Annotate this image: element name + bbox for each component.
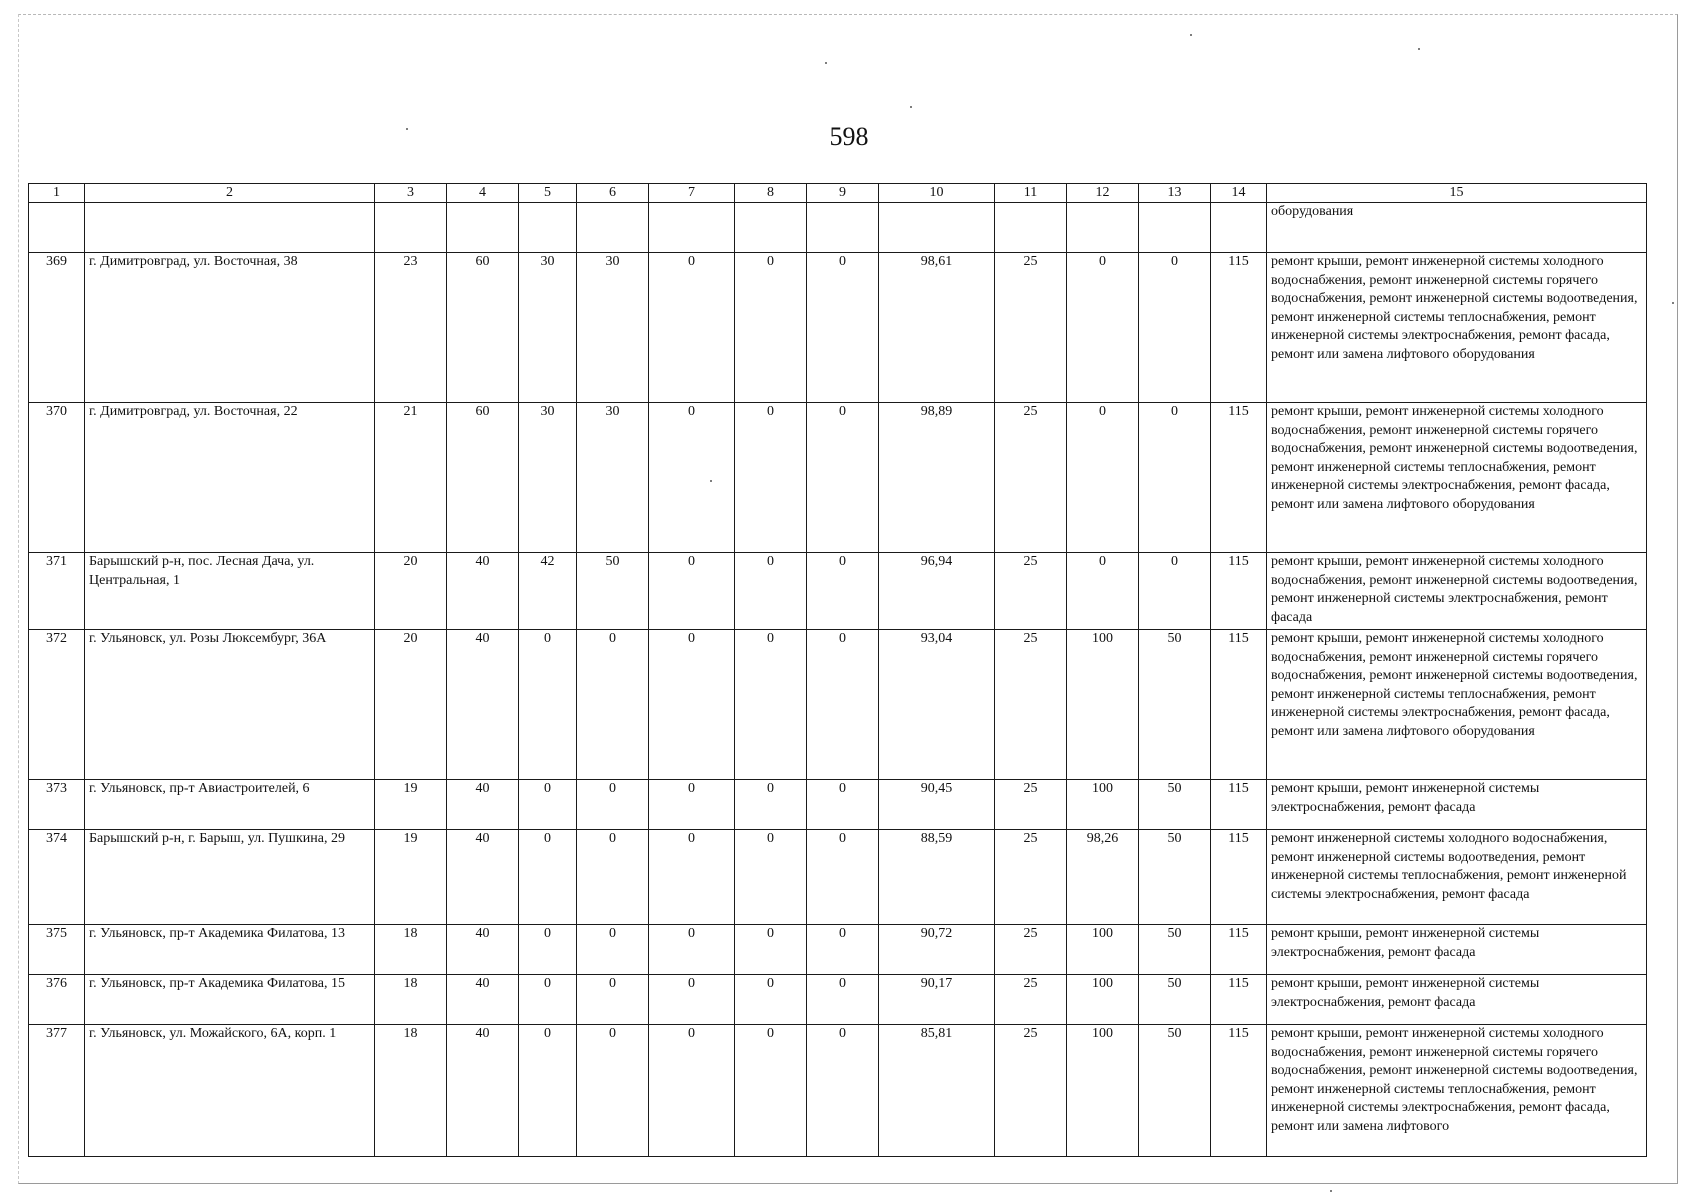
value-cell-7: 0 [649, 780, 735, 830]
value-cell-8: 0 [735, 253, 807, 403]
value-cell-4: 40 [447, 830, 519, 925]
table-row [29, 975, 1647, 1025]
value-cell-9: 0 [807, 925, 879, 975]
table-row [29, 1025, 1647, 1157]
value-cell-13: 0 [1139, 553, 1211, 630]
table-row [29, 553, 1647, 630]
value-cell-14: 115 [1211, 780, 1267, 830]
value-cell-6: 0 [577, 1025, 649, 1157]
table-row [29, 253, 1647, 403]
row-number-cell: 376 [29, 975, 85, 1025]
value-cell-5: 0 [519, 925, 577, 975]
value-cell-14: 115 [1211, 403, 1267, 553]
table-row [29, 925, 1647, 975]
value-cell-7: 0 [649, 553, 735, 630]
repair-program-table [28, 183, 1647, 1157]
table-row [29, 830, 1647, 925]
value-cell-7: 0 [649, 253, 735, 403]
row-number-cell: 371 [29, 553, 85, 630]
column-header: 11 [995, 184, 1067, 203]
value-cell-12: 98,26 [1067, 830, 1139, 925]
value-cell-9: 0 [807, 253, 879, 403]
works-cell: ремонт крыши, ремонт инженерной системы электроснабжения, ремонт фасада [1267, 975, 1647, 1025]
value-cell-8: 0 [735, 925, 807, 975]
value-cell-12: 100 [1067, 780, 1139, 830]
value-cell-7: 0 [649, 1025, 735, 1157]
value-cell-9: 0 [807, 403, 879, 553]
row-number-cell: 372 [29, 630, 85, 780]
value-cell-5: 30 [519, 253, 577, 403]
value-cell-9: 0 [807, 1025, 879, 1157]
value-cell-13: 50 [1139, 975, 1211, 1025]
value-cell-13: 0 [1139, 253, 1211, 403]
works-cell: ремонт крыши, ремонт инженерной системы электроснабжения, ремонт фасада [1267, 780, 1647, 830]
empty-cell [807, 203, 879, 253]
value-cell-13: 50 [1139, 830, 1211, 925]
value-cell-3: 20 [375, 553, 447, 630]
value-cell-4: 40 [447, 975, 519, 1025]
value-cell-13: 50 [1139, 925, 1211, 975]
value-cell-7: 0 [649, 830, 735, 925]
address-cell: г. Димитровград, ул. Восточная, 22 [85, 403, 375, 553]
value-cell-10: 85,81 [879, 1025, 995, 1157]
value-cell-11: 25 [995, 830, 1067, 925]
value-cell-3: 23 [375, 253, 447, 403]
value-cell-5: 0 [519, 830, 577, 925]
value-cell-6: 0 [577, 925, 649, 975]
value-cell-9: 0 [807, 780, 879, 830]
value-cell-5: 0 [519, 975, 577, 1025]
works-cell: ремонт крыши, ремонт инженерной системы холодного водоснабжения, ремонт инженерной системы водоотведения, ремонт инженерной системы электроснабжения, ремонт фасада [1267, 553, 1647, 630]
value-cell-12: 100 [1067, 925, 1139, 975]
value-cell-12: 0 [1067, 553, 1139, 630]
value-cell-8: 0 [735, 553, 807, 630]
scan-speck [910, 106, 912, 108]
value-cell-3: 18 [375, 925, 447, 975]
value-cell-8: 0 [735, 1025, 807, 1157]
value-cell-7: 0 [649, 975, 735, 1025]
column-header: 1 [29, 184, 85, 203]
works-cell: ремонт инженерной системы холодного водоснабжения, ремонт инженерной системы водоотведения, ремонт инженерной системы теплоснабжения, ремонт инженерной системы электроснабжения, ремонт фасада [1267, 830, 1647, 925]
value-cell-11: 25 [995, 975, 1067, 1025]
works-cell: ремонт крыши, ремонт инженерной системы холодного водоснабжения, ремонт инженерной системы горячего водоснабжения, ремонт инженерной системы водоотведения, ремонт инженерной системы теплоснабжения, ремонт инженерной системы электроснабжения, ремонт фасада, ремонт или замена лифтового оборудования [1267, 403, 1647, 553]
scan-speck [1190, 34, 1192, 36]
column-header: 8 [735, 184, 807, 203]
value-cell-5: 30 [519, 403, 577, 553]
table-row [29, 780, 1647, 830]
value-cell-6: 0 [577, 975, 649, 1025]
address-cell: г. Димитровград, ул. Восточная, 38 [85, 253, 375, 403]
row-number-cell: 374 [29, 830, 85, 925]
value-cell-11: 25 [995, 780, 1067, 830]
empty-cell [1067, 203, 1139, 253]
value-cell-11: 25 [995, 253, 1067, 403]
table-row [29, 630, 1647, 780]
value-cell-7: 0 [649, 925, 735, 975]
value-cell-12: 0 [1067, 403, 1139, 553]
column-header: 3 [375, 184, 447, 203]
empty-cell [577, 203, 649, 253]
address-cell: Барышский р-н, г. Барыш, ул. Пушкина, 29 [85, 830, 375, 925]
column-header: 15 [1267, 184, 1647, 203]
works-cell: оборудования [1267, 203, 1647, 253]
value-cell-11: 25 [995, 553, 1067, 630]
value-cell-3: 21 [375, 403, 447, 553]
value-cell-12: 0 [1067, 253, 1139, 403]
value-cell-6: 30 [577, 253, 649, 403]
column-header: 12 [1067, 184, 1139, 203]
value-cell-14: 115 [1211, 553, 1267, 630]
value-cell-13: 50 [1139, 780, 1211, 830]
value-cell-3: 19 [375, 830, 447, 925]
value-cell-9: 0 [807, 553, 879, 630]
address-cell: г. Ульяновск, ул. Можайского, 6А, корп. 1 [85, 1025, 375, 1157]
empty-cell [447, 203, 519, 253]
empty-cell [995, 203, 1067, 253]
works-cell: ремонт крыши, ремонт инженерной системы холодного водоснабжения, ремонт инженерной системы горячего водоснабжения, ремонт инженерной системы водоотведения, ремонт инженерной системы теплоснабжения, ремонт инженерной системы электроснабжения, ремонт фасада, ремонт или замена лифтового оборудования [1267, 253, 1647, 403]
value-cell-14: 115 [1211, 1025, 1267, 1157]
value-cell-6: 0 [577, 780, 649, 830]
row-number-cell: 373 [29, 780, 85, 830]
value-cell-4: 40 [447, 553, 519, 630]
column-header: 10 [879, 184, 995, 203]
value-cell-14: 115 [1211, 630, 1267, 780]
value-cell-10: 93,04 [879, 630, 995, 780]
value-cell-3: 18 [375, 975, 447, 1025]
empty-cell [29, 203, 85, 253]
value-cell-4: 40 [447, 1025, 519, 1157]
value-cell-13: 50 [1139, 1025, 1211, 1157]
continuation-row [29, 203, 1647, 253]
header-row [29, 184, 1647, 203]
value-cell-3: 18 [375, 1025, 447, 1157]
value-cell-10: 96,94 [879, 553, 995, 630]
column-header: 9 [807, 184, 879, 203]
address-cell: г. Ульяновск, ул. Розы Люксембург, 36А [85, 630, 375, 780]
empty-cell [649, 203, 735, 253]
value-cell-8: 0 [735, 403, 807, 553]
value-cell-4: 40 [447, 780, 519, 830]
address-cell: г. Ульяновск, пр-т Академика Филатова, 13 [85, 925, 375, 975]
value-cell-6: 30 [577, 403, 649, 553]
value-cell-7: 0 [649, 630, 735, 780]
value-cell-8: 0 [735, 830, 807, 925]
row-number-cell: 377 [29, 1025, 85, 1157]
value-cell-14: 115 [1211, 925, 1267, 975]
value-cell-5: 42 [519, 553, 577, 630]
empty-cell [1139, 203, 1211, 253]
empty-cell [735, 203, 807, 253]
scan-speck [1330, 1190, 1332, 1192]
row-number-cell: 370 [29, 403, 85, 553]
page-number: 598 [829, 122, 869, 151]
value-cell-12: 100 [1067, 975, 1139, 1025]
row-number-cell: 369 [29, 253, 85, 403]
value-cell-11: 25 [995, 1025, 1067, 1157]
column-header: 4 [447, 184, 519, 203]
value-cell-11: 25 [995, 403, 1067, 553]
works-cell: ремонт крыши, ремонт инженерной системы электроснабжения, ремонт фасада [1267, 925, 1647, 975]
column-header: 13 [1139, 184, 1211, 203]
value-cell-10: 88,59 [879, 830, 995, 925]
empty-cell [85, 203, 375, 253]
scan-speck [825, 62, 827, 64]
value-cell-13: 50 [1139, 630, 1211, 780]
value-cell-5: 0 [519, 780, 577, 830]
value-cell-7: 0 [649, 403, 735, 553]
column-header: 14 [1211, 184, 1267, 203]
empty-cell [375, 203, 447, 253]
value-cell-6: 50 [577, 553, 649, 630]
value-cell-8: 0 [735, 975, 807, 1025]
row-number-cell: 375 [29, 925, 85, 975]
value-cell-4: 60 [447, 403, 519, 553]
value-cell-6: 0 [577, 830, 649, 925]
value-cell-9: 0 [807, 975, 879, 1025]
value-cell-12: 100 [1067, 630, 1139, 780]
value-cell-4: 40 [447, 630, 519, 780]
value-cell-3: 19 [375, 780, 447, 830]
works-cell: ремонт крыши, ремонт инженерной системы холодного водоснабжения, ремонт инженерной системы горячего водоснабжения, ремонт инженерной системы водоотведения, ремонт инженерной системы теплоснабжения, ремонт инженерной системы электроснабжения, ремонт фасада, ремонт или замена лифтового оборудования [1267, 630, 1647, 780]
value-cell-13: 0 [1139, 403, 1211, 553]
value-cell-3: 20 [375, 630, 447, 780]
value-cell-11: 25 [995, 925, 1067, 975]
column-header: 2 [85, 184, 375, 203]
column-header: 6 [577, 184, 649, 203]
value-cell-14: 115 [1211, 253, 1267, 403]
value-cell-10: 90,17 [879, 975, 995, 1025]
empty-cell [519, 203, 577, 253]
value-cell-8: 0 [735, 630, 807, 780]
column-header: 5 [519, 184, 577, 203]
column-header: 7 [649, 184, 735, 203]
table-row [29, 403, 1647, 553]
address-cell: Барышский р-н, пос. Лесная Дача, ул. Центральная, 1 [85, 553, 375, 630]
value-cell-9: 0 [807, 830, 879, 925]
address-cell: г. Ульяновск, пр-т Академика Филатова, 15 [85, 975, 375, 1025]
value-cell-11: 25 [995, 630, 1067, 780]
value-cell-10: 98,89 [879, 403, 995, 553]
value-cell-12: 100 [1067, 1025, 1139, 1157]
address-cell: г. Ульяновск, пр-т Авиастроителей, 6 [85, 780, 375, 830]
value-cell-4: 40 [447, 925, 519, 975]
scan-speck [1672, 302, 1674, 304]
works-cell: ремонт крыши, ремонт инженерной системы холодного водоснабжения, ремонт инженерной системы горячего водоснабжения, ремонт инженерной системы водоотведения, ремонт инженерной системы теплоснабжения, ремонт инженерной системы электроснабжения, ремонт фасада, ремонт или замена лифтового [1267, 1025, 1647, 1157]
value-cell-5: 0 [519, 1025, 577, 1157]
empty-cell [1211, 203, 1267, 253]
value-cell-14: 115 [1211, 975, 1267, 1025]
value-cell-10: 90,72 [879, 925, 995, 975]
value-cell-14: 115 [1211, 830, 1267, 925]
value-cell-6: 0 [577, 630, 649, 780]
value-cell-8: 0 [735, 780, 807, 830]
value-cell-5: 0 [519, 630, 577, 780]
value-cell-4: 60 [447, 253, 519, 403]
value-cell-10: 90,45 [879, 780, 995, 830]
scan-speck [1418, 48, 1420, 50]
value-cell-10: 98,61 [879, 253, 995, 403]
empty-cell [879, 203, 995, 253]
value-cell-9: 0 [807, 630, 879, 780]
